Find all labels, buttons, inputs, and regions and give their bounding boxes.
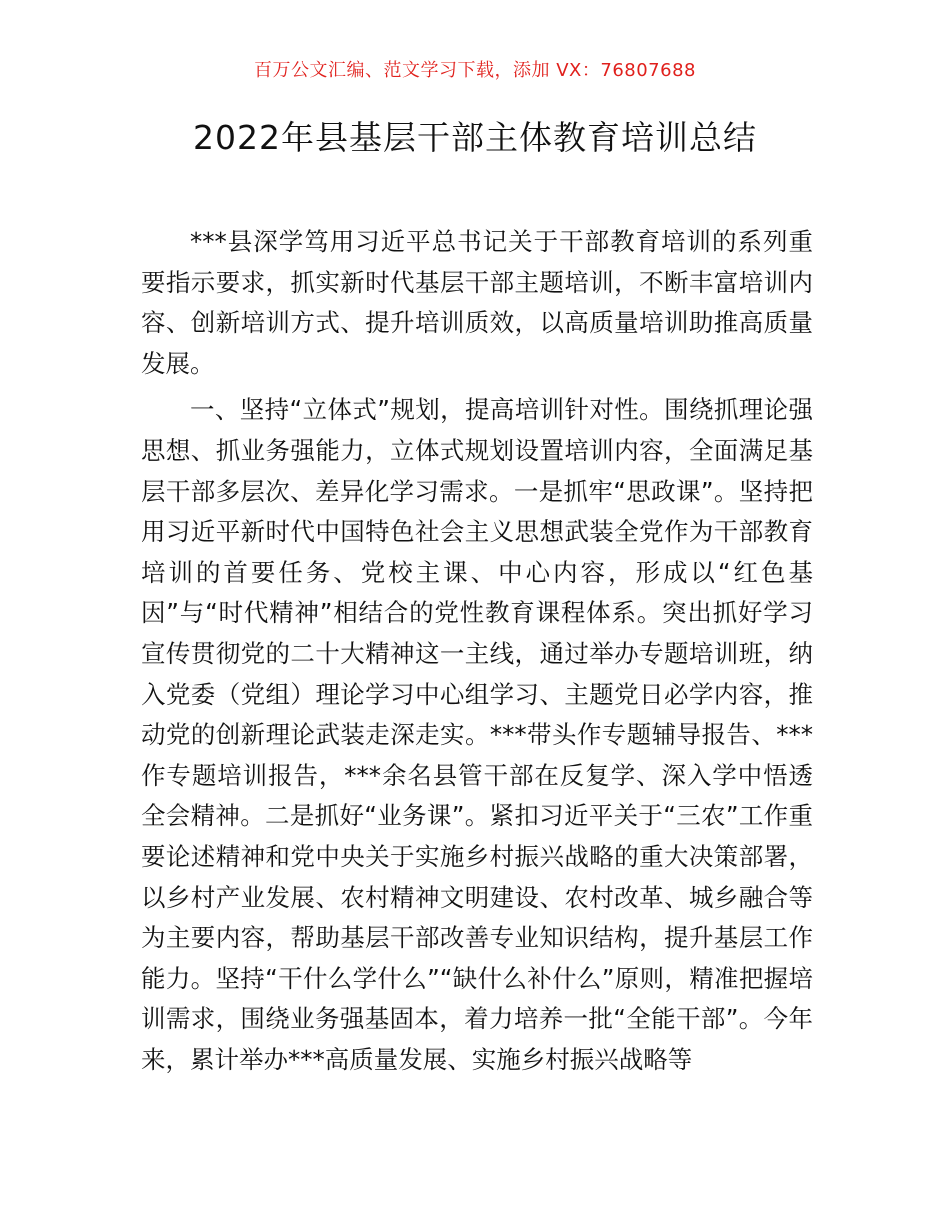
intro-paragraph: ***县深学笃用习近平总书记关于干部教育培训的系列重要指示要求，抓实新时代基层干部主题培训，不断丰富培训内容、创新培训方式、提升培训质效，以高质量培训助推高质量发展。 bbox=[141, 227, 813, 378]
section-one-paragraph: 一、坚持“立体式”规划，提高培训针对性。围绕抓理论强思想、抓业务强能力，立体式规划设置培训内容，全面满足基层干部多层次、差异化学习需求。一是抓牢“思政课”。坚持把用习近平新时代中国特色社会主义思想武装全党作为干部教育培训的首要任务、党校主课、中心内容，形成以“红色基因”与“时代精神”相结合的党性教育课程体系。突出抓好学习宣传贯彻党的二十大精神这一主线，通过举办专题培训班，纳入党委（党组）理论学习中心组学习、主题党日必学内容，推动党的创新理论武装走深走实。***带头作专题辅导报告、***作专题培训报告，***余名县管干部在反复学、深入学中悟透全会精神。二是抓好“业务课”。紧扣习近平关于“三农”工作重要论述精神和党中央关于实施乡村振兴战略的重大决策部署，以乡村产业发展、农村精神文明建设、农村改革、城乡融合等为主要内容，帮助基层干部改善专业知识结构，提升基层工作能力。坚持“干什么学什么”“缺什么补什么”原则，精准把握培训需求，围绕业务强基固本，着力培养一批“全能干部”。今年来，累计举办***高质量发展、实施乡村振兴战略等 bbox=[141, 395, 813, 1074]
watermark-header: 百万公文汇编、范文学习下载，添加 VX：76807688 bbox=[254, 60, 696, 81]
document-title: 2022年县基层干部主体教育培训总结 bbox=[193, 118, 757, 157]
document-body bbox=[141, 222, 813, 1080]
